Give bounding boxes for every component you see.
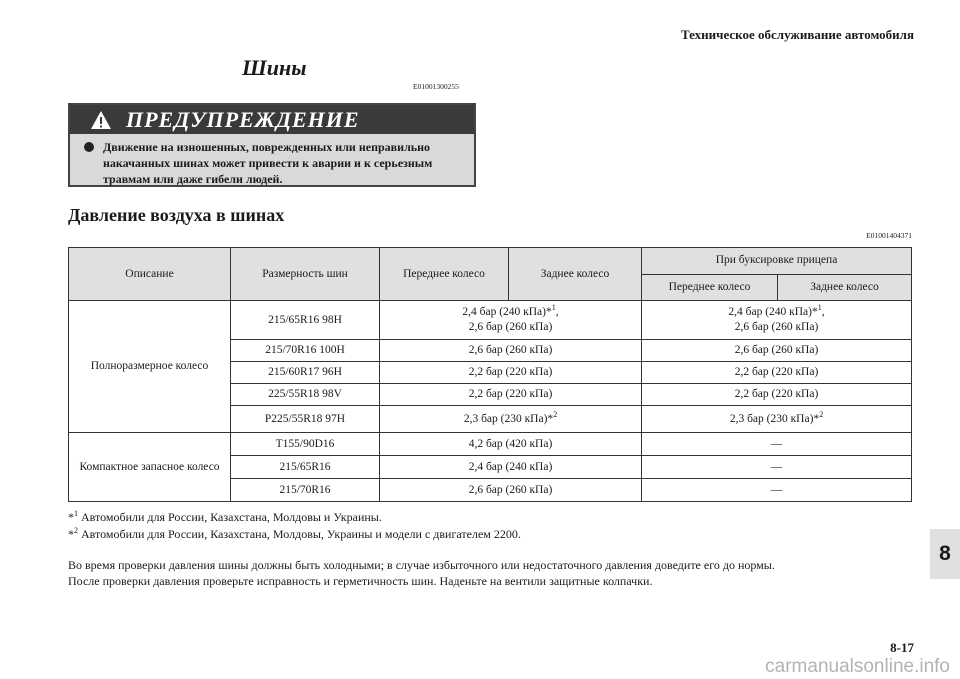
watermark: carmanualsonline.info [765, 656, 950, 677]
pressure-cell [380, 301, 642, 340]
pressure-cell: 2,2 бар (220 кПа) [380, 384, 642, 406]
table-row [69, 301, 912, 340]
pressure-value: 2,3 бар (230 кПа)* [729, 412, 820, 425]
footnote-number: 2 [74, 526, 78, 535]
towing-pressure-cell: 2,2 бар (220 кПа) [642, 362, 912, 384]
warning-triangle-icon [90, 110, 112, 130]
table-header-row [69, 248, 912, 275]
pressure-value: 2,4 бар (240 кПа)* [462, 306, 552, 318]
subsection-code: E01001404371 [866, 231, 912, 240]
pressure-separator: , [821, 306, 825, 318]
pressure-value: 2,6 бар (260 кПа) [734, 321, 819, 333]
towing-pressure-cell: — [642, 433, 912, 456]
pressure-cell: 2,2 бар (220 кПа) [380, 362, 642, 384]
warning-label: ПРЕДУПРЕЖДЕНИЕ [126, 106, 360, 132]
tire-size-cell: 215/70R16 [231, 479, 380, 502]
footnote-ref: 1 [551, 303, 556, 313]
footnote [68, 509, 521, 526]
body-paragraph [68, 557, 908, 589]
table-row [69, 433, 912, 456]
warning-header [70, 105, 474, 134]
footnote-ref: 1 [817, 303, 822, 313]
group-description: Компактное запасное колесо [69, 433, 231, 502]
header-rear: Заднее колесо [509, 248, 642, 301]
section-title: Шины [242, 55, 307, 80]
footnote-ref: 2 [553, 409, 558, 419]
chapter-tab: 8 [930, 529, 960, 579]
footnotes [68, 509, 521, 543]
group-description: Полноразмерное колесо [69, 301, 231, 433]
section-code: E01001300255 [413, 82, 459, 91]
header-front: Переднее колесо [380, 248, 509, 301]
footnote-mark: * [68, 510, 74, 524]
pressure-value: 2,6 бар (260 кПа) [468, 321, 553, 333]
footnote-mark: * [68, 527, 74, 541]
header-tire-size: Размерность шин [231, 248, 380, 301]
towing-pressure-cell: 2,6 бар (260 кПа) [642, 340, 912, 362]
pressure-cell: 4,2 бар (420 кПа) [380, 433, 642, 456]
towing-pressure-cell: 2,2 бар (220 кПа) [642, 384, 912, 406]
tire-size-cell: 215/65R16 98H [231, 301, 380, 340]
warning-text: Движение на изношенных, поврежденных или неправильно накачанных шинах может привести к аварии и к серьезным травмам или даже гибели людей. [103, 140, 433, 186]
pressure-value: 2,4 бар (240 кПа)* [728, 306, 818, 318]
footnote-ref: 2 [819, 409, 824, 419]
tire-pressure-table [68, 247, 912, 502]
pressure-cell: 2,4 бар (240 кПа) [380, 456, 642, 479]
running-header: Техническое обслуживание автомобиля [680, 27, 914, 42]
bullet-icon [84, 142, 94, 152]
header-towing: При буксировке прицепа [642, 248, 912, 275]
subsection-title: Давление воздуха в шинах [68, 205, 285, 225]
towing-pressure-cell: — [642, 456, 912, 479]
warning-box [68, 103, 476, 187]
towing-pressure-cell: — [642, 479, 912, 502]
footnote-text: Автомобили для России, Казахстана, Молдовы и Украины. [78, 510, 382, 524]
towing-pressure-cell [642, 301, 912, 340]
pressure-value: 2,3 бар (230 кПа)* [463, 412, 554, 425]
header-towing-front: Переднее колесо [642, 274, 778, 301]
footnote-number: 1 [74, 509, 78, 518]
tire-size-cell: 215/60R17 96H [231, 362, 380, 384]
paragraph-line: После проверки давления проверьте исправность и герметичность шин. Наденьте на вентили защитные колпачки. [68, 574, 653, 588]
pressure-cell [380, 406, 642, 433]
towing-pressure-cell [642, 406, 912, 433]
tire-size-cell: T155/90D16 [231, 433, 380, 456]
tire-size-cell: P225/55R18 97H [231, 406, 380, 433]
tire-size-cell: 215/70R16 100H [231, 340, 380, 362]
pressure-separator: , [555, 306, 559, 318]
pressure-cell: 2,6 бар (260 кПа) [380, 479, 642, 502]
tire-size-cell: 215/65R16 [231, 456, 380, 479]
pressure-cell: 2,6 бар (260 кПа) [380, 340, 642, 362]
header-towing-rear: Заднее колесо [778, 274, 912, 301]
header-description: Описание [69, 248, 231, 301]
paragraph-line: Во время проверки давления шины должны быть холодными; в случае избыточного или недостаточного давления доведите его до нормы. [68, 558, 775, 572]
footnote [68, 526, 521, 543]
footnote-text: Автомобили для России, Казахстана, Молдовы, Украины и модели с двигателем 2200. [78, 527, 521, 541]
warning-body [70, 134, 474, 187]
tire-size-cell: 225/55R18 98V [231, 384, 380, 406]
page-number: 8-17 [890, 640, 914, 655]
